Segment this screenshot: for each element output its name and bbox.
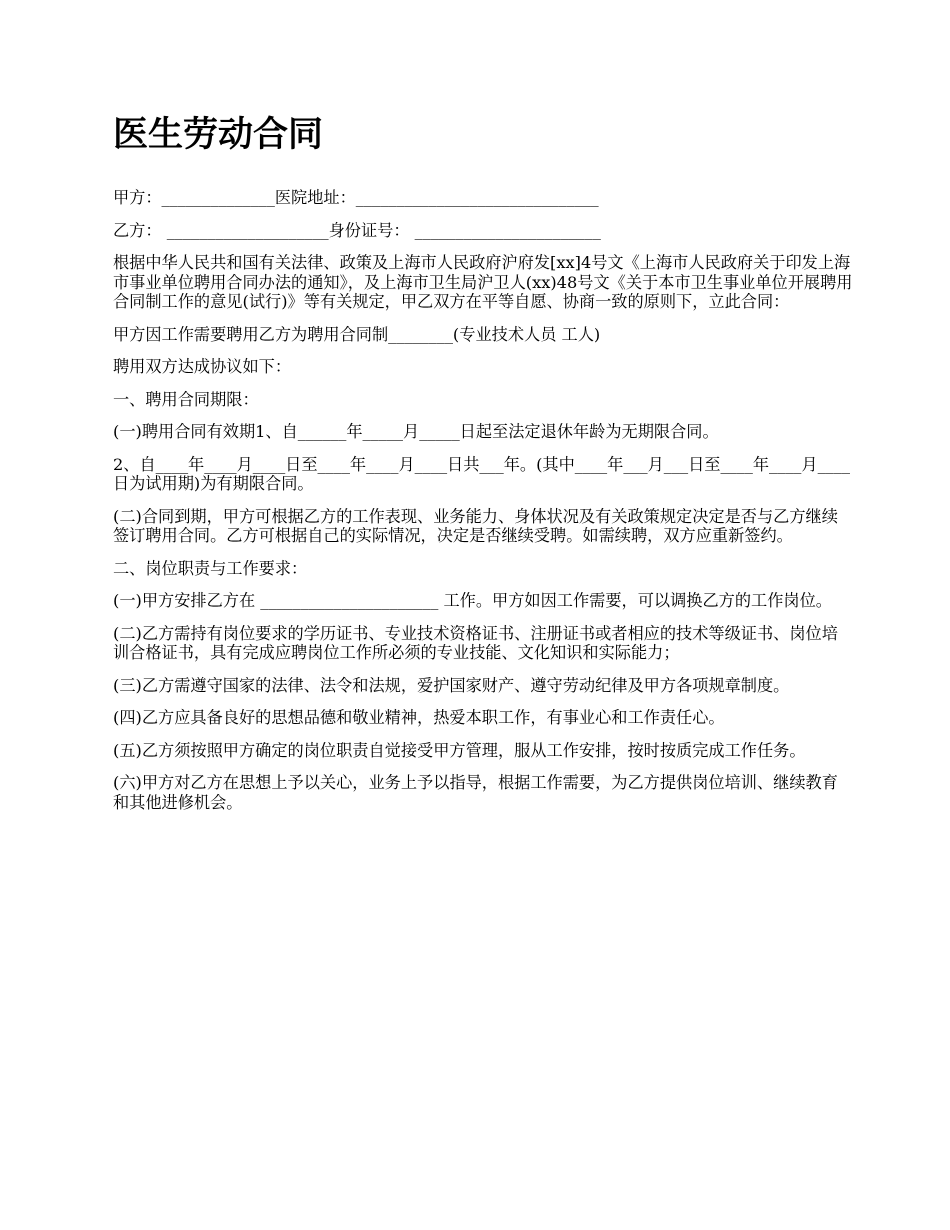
duty-clause-3: (三)乙方需遵守国家的法律、法令和法规，爱护国家财产、遵守劳动纪律及甲方各项规章制度。 [113, 675, 790, 695]
duty-clause-4: (四)乙方应具备良好的思想品德和敬业精神，热爱本职工作，有事业心和工作责任心。 [113, 708, 725, 727]
term-clause-1: (一)聘用合同有效期1、自______年_____月_____日起至法定退休年龄为无期限合同。 [113, 422, 719, 441]
section-heading-term: 一、聘用合同期限： [113, 389, 259, 409]
term-clause-renewal: (二)合同到期，甲方可根据乙方的工作表现、业务能力、身体状况及有关政策规定决定是否与乙方继续签订聘用合同。乙方可根据自己的实际情况，决定是否继续受聘。如需续聘，双方应重新签约。 [113, 506, 838, 545]
section-heading-duties: 二、岗位职责与工作要求： [113, 558, 308, 578]
employment-type-paragraph: 甲方因工作需要聘用乙方为聘用合同制________(专业技术人员 工人) [113, 324, 601, 344]
document-page [113, 112, 853, 825]
duty-clause-5: (五)乙方须按照甲方确定的岗位职责自觉接受甲方管理，服从工作安排，按时按质完成工作任务。 [113, 740, 806, 760]
party-a-line: 甲方：______________医院地址：______________________________ [113, 188, 599, 207]
term-clause-2: 2、自____年____月____日至____年____月____日共___年。(其中____年___月___日至____年____月____日为试用期)为有期限合同。 [113, 454, 850, 493]
duty-clause-2: (二)乙方需持有岗位要求的学历证书、专业技术资格证书、注册证书或者相应的技术等级证书、岗位培训合格证书，具有完成应聘岗位工作所必须的专业技能、文化知识和实际能力； [113, 623, 838, 662]
agreement-intro: 聘用双方达成协议如下： [113, 357, 292, 376]
legal-basis-paragraph: 根据中华人民共和国有关法律、政策及上海市人民政府沪府发[xx]4号文《上海市人民政府关于印发上海市事业单位聘用合同办法的通知》，及上海市卫生局沪卫人(xx)48号文《关于本市卫生事业单位开展聘用合同制工作的意见(试行)》等有关规定，甲乙双方在平等自愿、协商一致的原则下，立此合同： [113, 253, 853, 311]
duty-clause-6: (六)甲方对乙方在思想上予以关心，业务上予以指导，根据工作需要，为乙方提供岗位培训、继续教育和其他进修机会。 [113, 773, 838, 812]
party-b-line: 乙方： ____________________身份证号： _______________________ [113, 220, 601, 240]
duty-clause-1: (一)甲方安排乙方在 ______________________ 工作。甲方如因工作需要，可以调换乙方的工作岗位。 [113, 591, 832, 610]
document-title: 医生劳动合同 [113, 114, 324, 155]
